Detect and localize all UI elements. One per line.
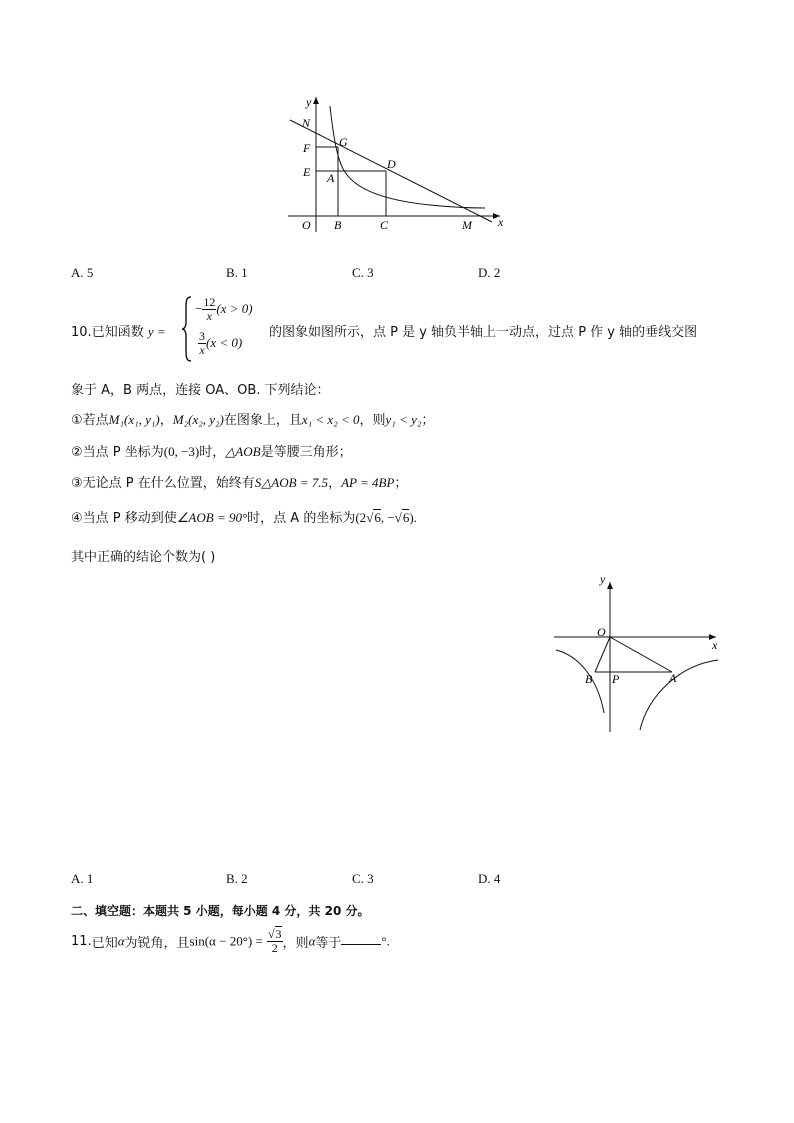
case1-den: x <box>206 309 212 323</box>
q10-option-b: B. 2 <box>226 871 248 886</box>
label-B: B <box>585 672 593 686</box>
label-G: G <box>339 135 348 149</box>
q9-option-c: C. 3 <box>352 265 374 280</box>
label-x: x <box>498 215 504 229</box>
q10-statement-2: ②当点 P 坐标为(0, −3)时，△AOB是等腰三角形； <box>71 444 352 460</box>
q10-statement-1: ①若点M₁(x₁, y₁)，M₂(x₂, y₂)在图象上，且x₁ < x₂ < 0，则y₁ < y₂； <box>71 412 435 428</box>
label-P: P <box>612 672 620 686</box>
label-E: E <box>303 165 311 179</box>
q9-option-b: B. 1 <box>226 265 248 280</box>
q11: 11.已知α为锐角，且sin(α − 20°) = $\frac{√3}{2}$ ，则α等于 °. <box>71 927 390 955</box>
q10-option-d: D. 4 <box>478 871 501 886</box>
q9-option-a: A. 5 <box>71 265 94 280</box>
case1-cond: (x > 0) <box>216 301 253 316</box>
case2-num: 3 <box>199 329 205 343</box>
case2-den: x <box>199 343 205 357</box>
label-A: A <box>669 671 677 685</box>
q10-number: 10. <box>71 325 92 340</box>
label-y: y <box>306 95 312 109</box>
q10-statement-3: ③无论点 P 在什么位置，始终有S△AOB = 7.5，AP = 4BP； <box>71 475 408 491</box>
case2-cond: (x < 0) <box>206 335 243 350</box>
q10-statement-4: ④当点 P 移动到使∠AOB = 90°时，点 A 的坐标为(2√6, −√6). <box>71 510 417 526</box>
label-M: M <box>462 218 472 232</box>
q10-intro: 已知函数 <box>91 325 144 340</box>
section-2-heading: 二、填空题：本题共 5 小题，每小题 4 分，共 20 分。 <box>71 904 370 918</box>
q10-question: 其中正确的结论个数为( ) <box>71 550 216 565</box>
q10-y-eq: y = <box>147 324 166 339</box>
label-N: N <box>302 116 311 130</box>
figure-1-graph <box>280 92 510 240</box>
q10-stem <box>71 296 751 364</box>
right-branch <box>640 660 718 730</box>
label-O: O <box>302 218 311 232</box>
figure-2-graph <box>550 570 724 736</box>
q10-option-c: C. 3 <box>352 871 374 886</box>
q10-option-a: A. 1 <box>71 871 94 886</box>
q9-option-d: D. 2 <box>478 265 501 280</box>
label-y: y <box>600 572 606 586</box>
label-D: D <box>387 157 396 171</box>
left-branch <box>556 650 604 713</box>
q10-after-func: 的图象如图所示，点 P 是 y 轴负半轴上一动点，过点 P 作 y 轴的垂线交图 <box>269 325 698 340</box>
label-O: O <box>597 625 606 639</box>
piecewise-brace <box>181 296 193 362</box>
q11-answer-blank[interactable] <box>341 932 381 945</box>
label-F: F <box>303 141 311 155</box>
label-x: x <box>712 638 718 652</box>
piecewise-case-1: − $\frac{12}{x}$ (x > 0) <box>195 295 253 323</box>
label-A: A <box>327 171 335 185</box>
piecewise-case-2 <box>198 330 242 357</box>
q11-number: 11. <box>71 934 92 949</box>
label-C: C <box>380 218 389 232</box>
label-B: B <box>334 218 342 232</box>
q10-line2: 象于 A，B 两点，连接 OA、OB. 下列结论： <box>71 383 330 398</box>
hyperbola-curve <box>330 106 485 208</box>
case1-num: 12 <box>203 295 216 309</box>
